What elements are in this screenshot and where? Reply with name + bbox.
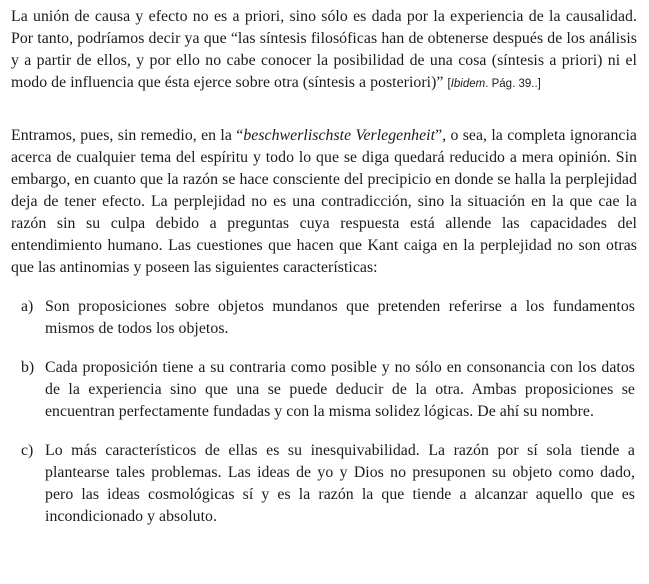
paragraph-perplexity-text-after: ”, o sea, la completa ignorancia acerca de cualquier tema del espíritu y todo lo que se diga quedará reducido a mera opinión. Sin embargo, en cuanto que la razón se hace consciente del precipicio en donde se halla la perplejidad deja de tener efecto. La perplejidad no es una contradicción, sino la situación en la que cae la razón sin su culpa debido a preguntas cuya respuesta está allende las capacidades del entendimiento humano. Las cuestiones que hacen que Kant caiga en la perplejidad no son otras que las antinomias y poseen las siguientes características:: [11, 127, 637, 276]
list-marker-a: a): [21, 298, 34, 315]
citation: [447, 78, 540, 90]
citation-ibidem: Ibidem: [450, 78, 486, 90]
paragraph-perplexity-italic-phrase: beschwerlischste Verlegenheit: [243, 127, 436, 144]
list-item-a: [11, 296, 637, 340]
document-page: [11, 6, 637, 545]
list-marker-c: c): [21, 442, 34, 459]
paragraph-causality-text: La unión de causa y efecto no es a priori, sino sólo es dada por la experiencia de la causalidad. Por tanto, podríamos decir ya que “las síntesis filosóficas han de obtenerse después de los análisis y a partir de ellos, y por ello no cabe conocer la posibilidad de una cosa (síntesis a priori) ni el modo de influencia que ésta ejerce sobre otra (síntesis a posteriori)”: [11, 8, 637, 91]
paragraph-perplexity-text-before: Entramos, pues, sin remedio, en la “: [11, 127, 244, 144]
list-item-a-text: Son proposiciones sobre objetos mundanos que pretenden referirse a los fundamentos mismos de todos los objetos.: [45, 298, 635, 337]
list-item-c: [11, 440, 637, 528]
citation-rest: . Pág. 39..]: [485, 78, 541, 90]
citation-open: [: [447, 78, 451, 90]
list-item-b-text: Cada proposición tiene a su contraria como posible y no sólo en consonancia con los datos de la experiencia sino que una se puede deducir de la otra. Ambas proposiciones se encuentran perfectamente fundadas y con la misma solidez lógicas. De ahí su nombre.: [45, 359, 635, 420]
paragraph-perplexity: [11, 125, 637, 279]
list-item-c-text: Lo más característicos de ellas es su inesquivabilidad. La razón por sí sola tiende a plantearse tales problemas. Las ideas de yo y Dios no presuponen su objeto como dado, pero las ideas cosmológicas sí y es la razón la que tiende a alcanzar aquello que es incondicionado y absoluto.: [45, 442, 635, 525]
list-marker-b: b): [21, 359, 35, 376]
paragraph-causality: [11, 6, 637, 95]
list-item-b: [11, 357, 637, 423]
characteristics-list: [11, 296, 637, 528]
